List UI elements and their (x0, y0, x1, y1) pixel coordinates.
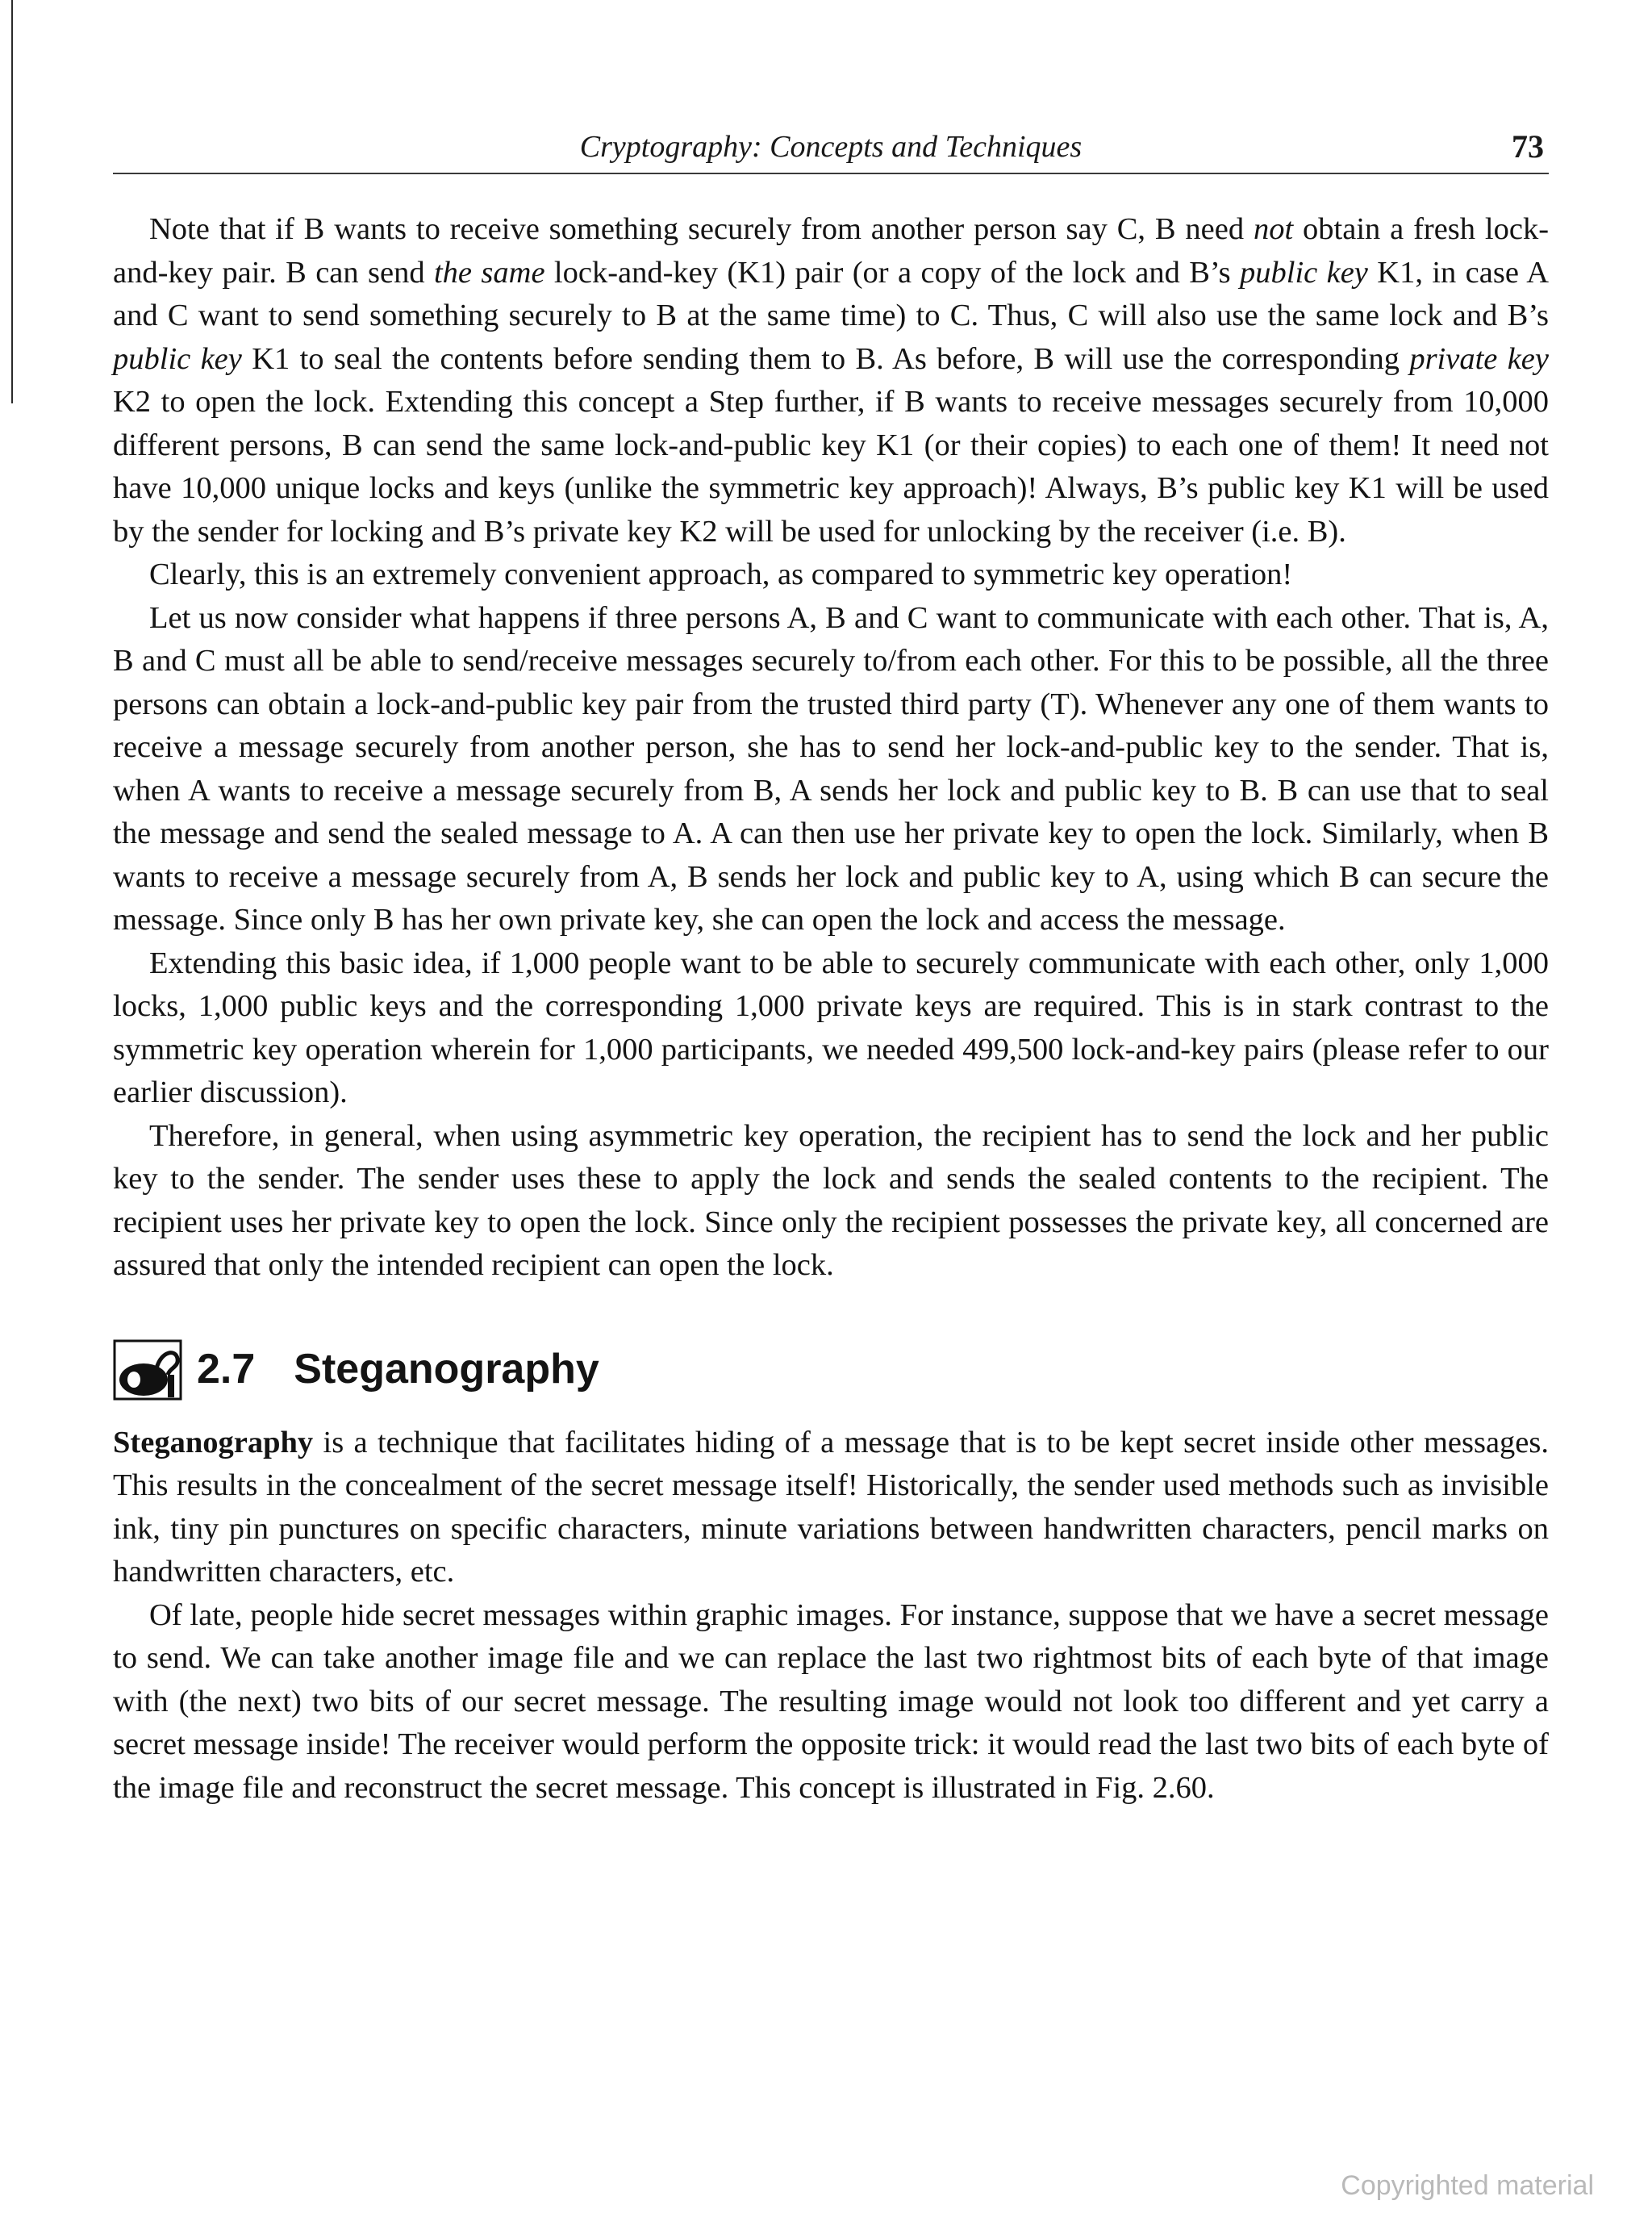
binding-margin-line (11, 0, 13, 403)
running-header (113, 127, 1549, 177)
section-title: Steganography (294, 1345, 599, 1393)
text-run: K2 to open the lock. Extending this concept a Step further, if B wants to receive messages securely from 10,000 different persons, B can send the same lock-and-public key K1 (or their copies) to each one of them! It need not have 10,000 unique locks and keys (unlike the symmetric key approach)! Always, B’s public key K1 will be used by the sender for locking and B’s private key K2 will be used for unlocking by the receiver (i.e. B). (113, 385, 1549, 549)
running-title: Cryptography: Concepts and Techniques (579, 130, 1083, 164)
paragraph: Clearly, this is an extremely convenient approach, as compared to symmetric key operation! (149, 557, 1293, 591)
copyright-watermark: Copyrighted material (1341, 2170, 1594, 2201)
paragraph: Let us now consider what happens if three persons A, B and C want to communicate with each other. That is, A, B and C must all be able to send/receive messages securely to/from each other. For this to be possible, all the three persons can obtain a lock-and-public key pair from the trusted third party (T). Whenever any one of them wants to receive a message securely from another person, she has to send her lock-and-public key to the sender. That is, when A wants to receive a message securely from B, A sends her lock and public key to B. B can use that to seal the message and send the sealed message to A. A can then use her private key to open the lock. Similarly, when B wants to receive a message securely from A, B sends her lock and public key to A, using which B can secure the message. Since only B has her own private key, she can open the lock and access the message. (113, 600, 1549, 937)
paragraph: Extending this basic idea, if 1,000 people want to be able to securely communicate with each other, only 1,000 locks, 1,000 public keys and the corresponding 1,000 private keys are required. This is in stark contrast to the symmetric key operation wherein for 1,000 participants, we needed 499,500 lock-and-key pairs (please refer to our earlier discussion). (113, 946, 1549, 1109)
emphasis: private key (1409, 341, 1549, 376)
text-run: Note that if B wants to receive something securely from another person say C, B need (149, 212, 1254, 246)
paragraph: Of late, people hide secret messages within graphic images. For instance, suppose that we have a secret message to send. We can take another image file and we can replace the last two rightmost bits of each byte of that image with (the next) two bits of our secret message. The resulting image would not look too different and yet carry a secret message inside! The receiver would perform the opposite trick: it would read the last two bits of each byte of the image file and reconstruct the secret message. This concept is illustrated in Fig. 2.60. (113, 1597, 1549, 1805)
text-run: lock-and-key (K1) pair (or a copy of the lock and B’s (544, 255, 1240, 290)
page-body (113, 208, 1549, 1810)
text-run: K1 to seal the contents before sending them to B. As before, B will use the corresponding (241, 341, 1410, 376)
section-number: 2.7 (197, 1345, 256, 1393)
paragraph (113, 208, 1549, 553)
text-run: is a technique that facilitates hiding of a message that is to be kept secret inside other messages. This results in the concealment of the secret message itself! Historically, the sender used methods such as invisible ink, tiny pin punctures on specific characters, minute variations between handwritten characters, pencil marks on handwritten characters, etc. (113, 1425, 1549, 1589)
paragraph: Therefore, in general, when using asymmetric key operation, the recipient has to send the lock and her public key to the sender. The sender uses these to apply the lock and sends the sealed contents to the recipient. The recipient uses her private key to open the lock. Since only the recipient possesses the private key, all concerned are assured that only the intended recipient can open the lock. (113, 1118, 1549, 1282)
bold-term: Steganography (113, 1425, 314, 1459)
page-number: 73 (1512, 128, 1544, 165)
paragraph (113, 1422, 1549, 1594)
mouse-icon (113, 1339, 182, 1401)
section-heading (113, 1330, 1549, 1410)
emphasis: public key (113, 341, 242, 376)
text-run: K1, in case A and C want to send something securely to B at the same time) to C. Thus, C will also use the same lock and B’s (113, 255, 1549, 332)
emphasis: not (1253, 212, 1294, 246)
emphasis: the same (433, 255, 545, 290)
emphasis: public key (1240, 255, 1368, 290)
header-rule (113, 173, 1549, 174)
text-run: obtain a fresh lock-and-key pair. B can send (113, 212, 1550, 290)
